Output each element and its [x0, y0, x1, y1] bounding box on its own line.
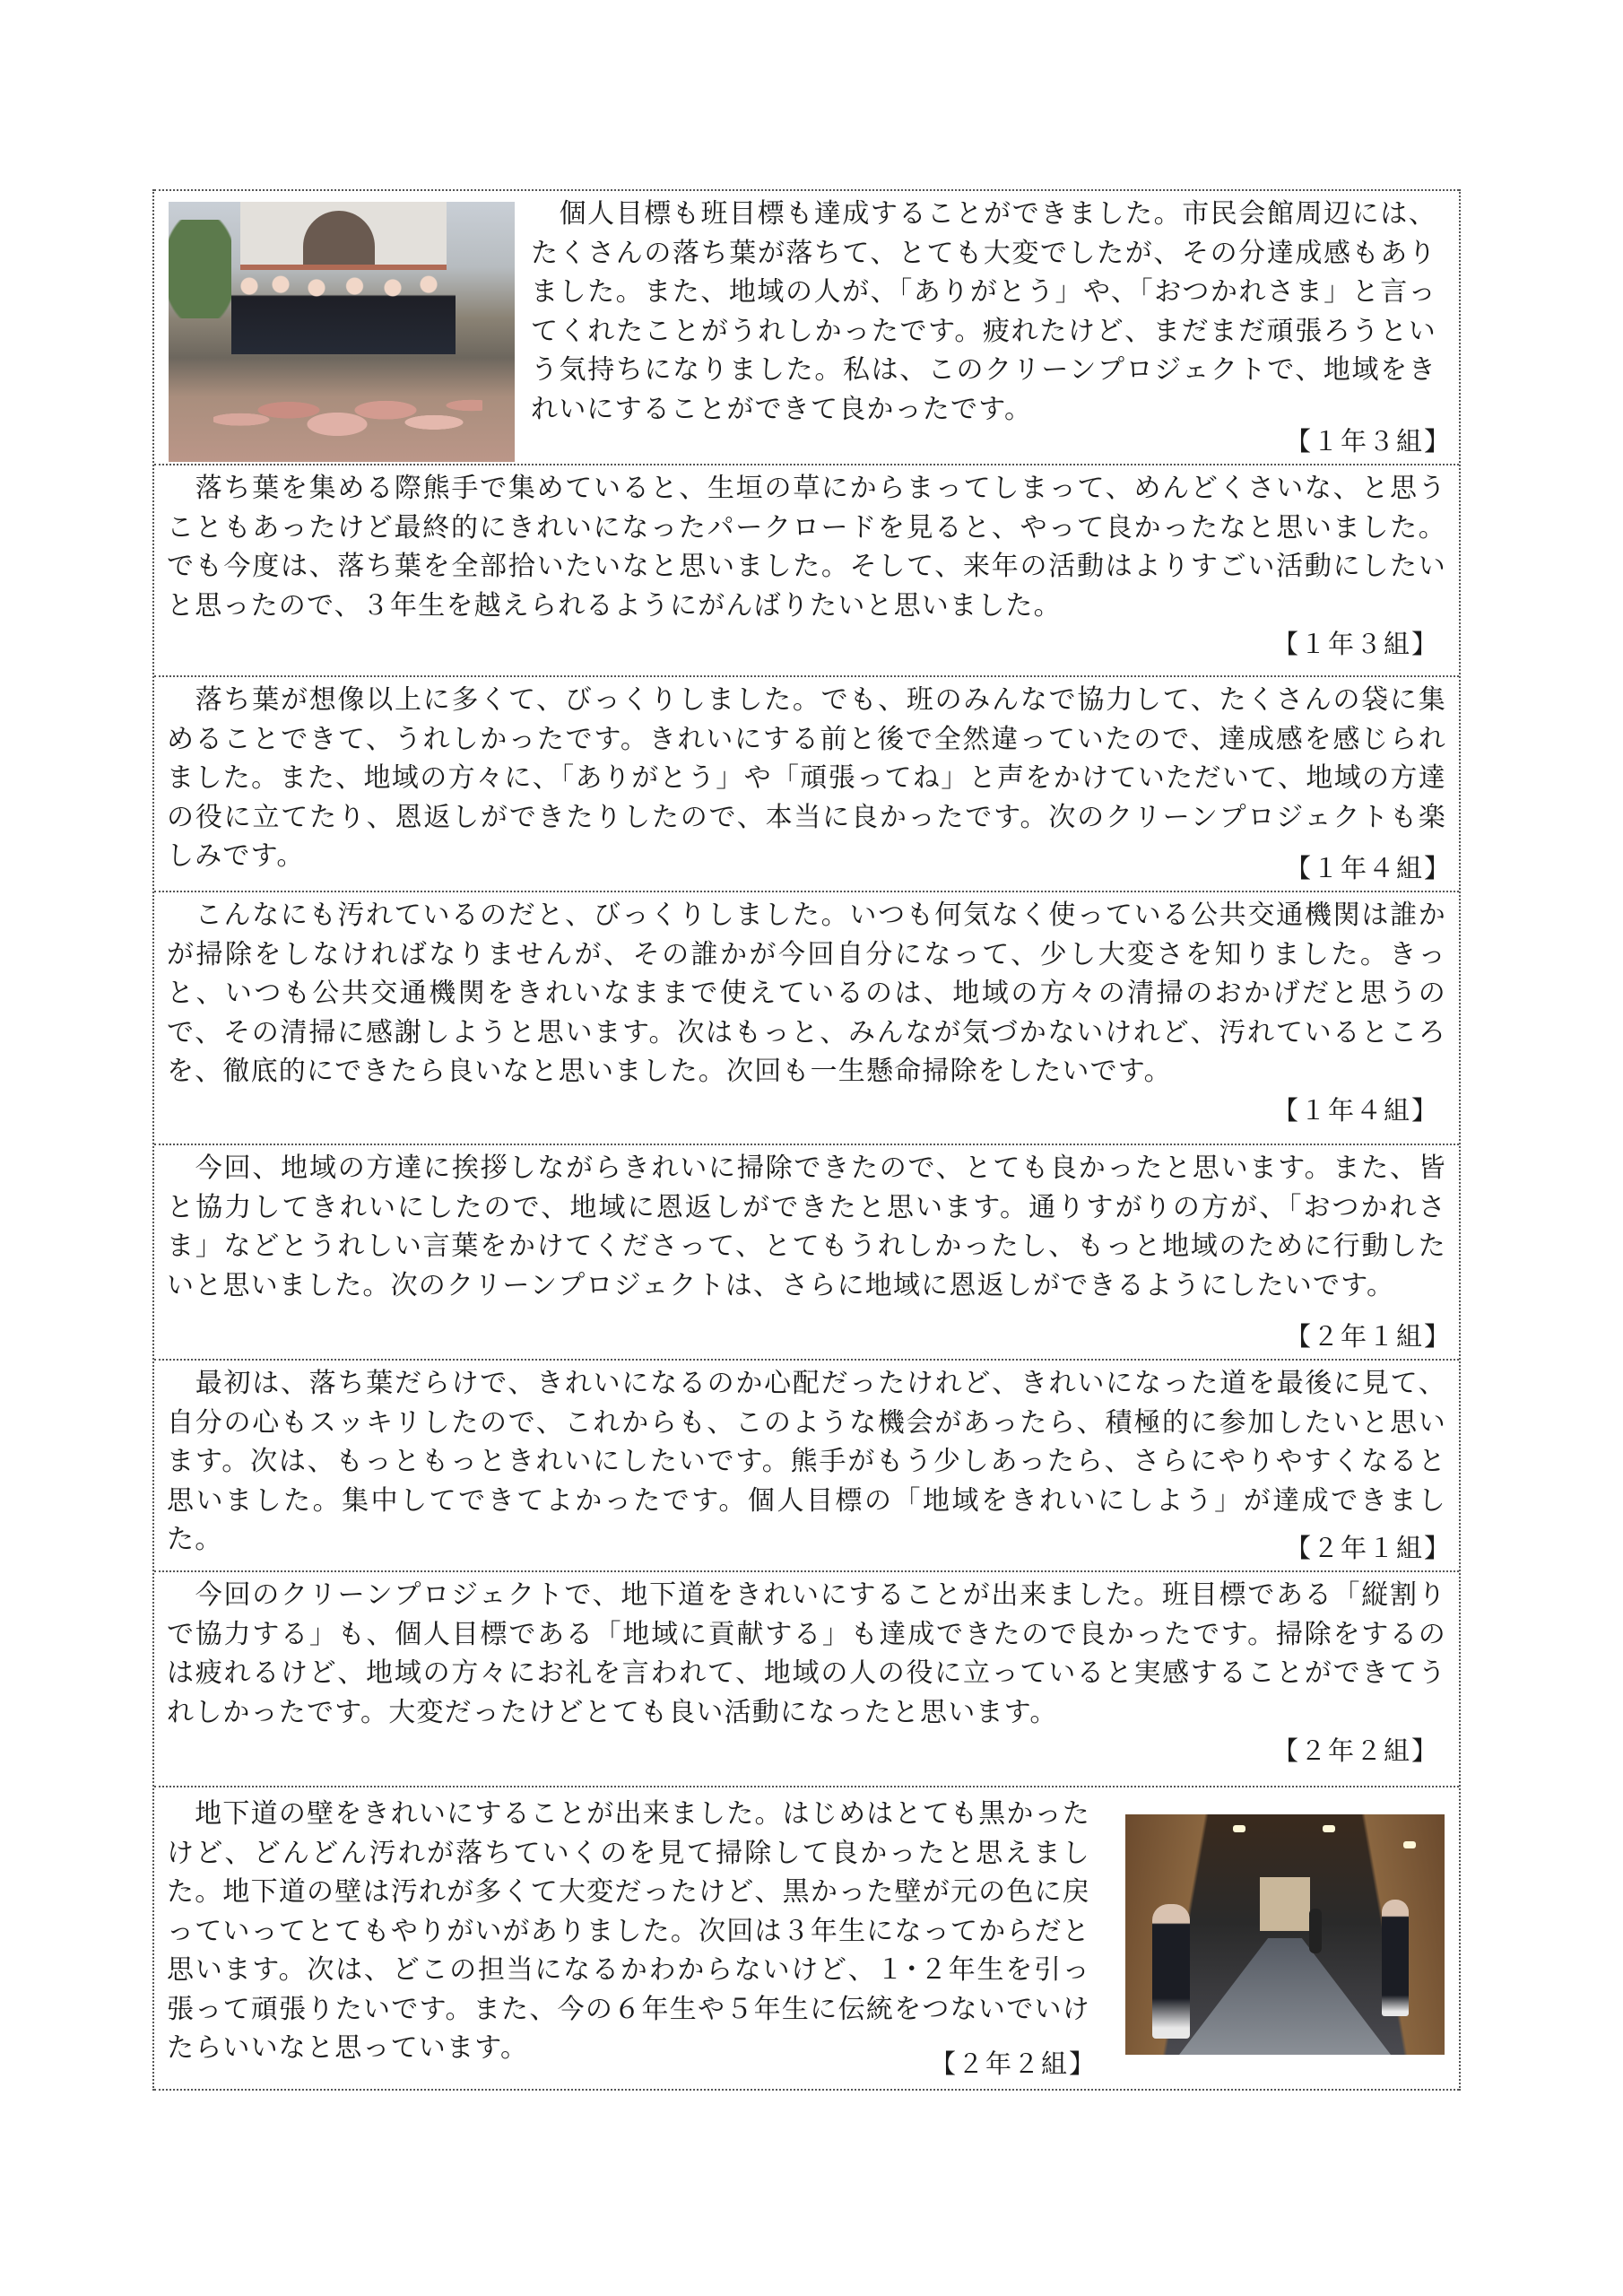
- photo-underpass-cleaning: [1125, 1814, 1445, 2055]
- comment-entry-3: [154, 675, 1459, 891]
- comment-text: 個人目標も班目標も達成することができました。市民会館周辺には、たくさんの落ち葉が落ちて、とても大変でしたが、その分達成感もありました。また、地域の人が、「ありがとう」や、「おつかれさま」と言ってくれたことがうれしかったです。疲れたけど、まだまだ頑張ろうという気持ちになりました。私は、このクリーンプロジェクトで、地域をきれいにすることができて良かったです。: [531, 198, 1436, 425]
- student-figure: [1382, 1900, 1409, 2016]
- comment-entry-5: [154, 1144, 1459, 1359]
- comment-entry-8: [154, 1786, 1459, 2091]
- class-tag: 【２年１組】: [1284, 1533, 1452, 1563]
- class-tag: 【１年３組】: [1284, 426, 1452, 457]
- student-figure: [1152, 1904, 1190, 2039]
- student-figure-distant: [1309, 1909, 1322, 1953]
- tree-shape: [169, 220, 231, 318]
- comment-text: 落ち葉が想像以上に多くて、びっくりしました。でも、班のみんなで協力して、たくさんの袋に集めることできて、うれしかったです。きれいにする前と後で全然違っていたので、達成感を感じられました。また、地域の方々に、「ありがとう」や「頑張ってね」と声をかけていただいて、地域の方達の役に立てたり、恩返しができたりしたので、本当に良かったです。次のクリーンプロジェクトも楽しみです。: [167, 684, 1446, 872]
- underpass-floor-shape: [1179, 1938, 1391, 2055]
- comment-entry-1: [154, 189, 1459, 464]
- class-tag: 【１年３組】: [1271, 629, 1439, 659]
- comments-sheet: [152, 189, 1461, 2091]
- comment-entry-4: [154, 891, 1459, 1144]
- class-tag: 【１年４組】: [1271, 1094, 1439, 1126]
- photo-leaf-bags-group: [169, 202, 515, 462]
- comment-text: こんなにも汚れているのだと、びっくりしました。いつも何気なく使っている公共交通機関は誰かが掃除をしなければなりませんが、その誰かが今回自分になって、少し大変さを知りました。きっと、いつも公共交通機関をきれいなままで使えているのは、地域の方々の清掃のおかげだと思うので、その清掃に感謝しようと思います。次はもっと、みんなが気づかないけれど、汚れているところを、徹底的にできたら良いなと思いました。次回も一生懸命掃除をしたいです。: [167, 900, 1446, 1087]
- comment-text: 地下道の壁をきれいにすることが出来ました。はじめはとても黒かったけど、どんどん汚れが落ちていくのを見て掃除して良かったと思えました。地下道の壁は汚れが多くて大変だったけど、黒かった壁が元の色に戻っていってとてもやりがいがありました。次回は３年生になってからだと思います。次は、どこの担当になるかわからないけど、１･２年生を引っ張って頑張りたいです。また、今の６年生や５年生に伝統をつないでいけたらいいなと思っています。: [167, 1798, 1090, 2064]
- comment-text: 今回、地域の方達に挨拶しながらきれいに掃除できたので、とても良かったと思います。また、皆と協力してきれいにしたので、地域に恩返しができたと思います。通りすがりの方が、「おつかれさま」などとうれしい言葉をかけてくださって、とてもうれしかったし、もっと地域のために行動したいと思いました。次のクリーンプロジェクトは、さらに地域に恩返しができるようにしたいです。: [167, 1152, 1446, 1301]
- tunnel-exit-shape: [1260, 1877, 1310, 1931]
- leaf-bags-shape: [213, 368, 482, 462]
- comment-entry-6: [154, 1359, 1459, 1570]
- students-group-shape: [231, 269, 456, 354]
- comment-entry-7: [154, 1570, 1459, 1786]
- class-tag: 【１年４組】: [1284, 853, 1452, 883]
- comment-text: 落ち葉を集める際熊手で集めていると、生垣の草にからまってしまって、めんどくさいな、と思うこともあったけど最終的にきれいになったパークロードを見ると、やって良かったなと思いました。でも今度は、落ち葉を全部拾いたいなと思いました。そして、来年の活動はよりすごい活動にしたいと思ったので、３年生を越えられるようにがんばりたいと思いました。: [167, 473, 1446, 622]
- comment-text: 今回のクリーンプロジェクトで、地下道をきれいにすることが出来ました。班目標である「縦割りで協力する」も、個人目標である「地域に貢献する」も達成できたので良かったです。掃除をするのは疲れるけど、地域の方々にお礼を言われて、地域の人の役に立っていると実感することができてうれしかったです。大変だったけどとても良い活動になったと思います。: [167, 1579, 1446, 1728]
- comment-entry-2: [154, 464, 1459, 675]
- comment-text: 最初は、落ち葉だらけで、きれいになるのか心配だったけれど、きれいになった道を最後に見て、自分の心もスッキリしたので、これからも、このような機会があったら、積極的に参加したいと思います。次は、もっともっときれいにしたいです。熊手がもう少しあったら、さらにやりやすくなると思いました。集中してできてよかったです。個人目標の「地域をきれいにしよう」が達成できました。: [167, 1368, 1446, 1555]
- class-tag: 【２年２組】: [929, 2048, 1097, 2079]
- ceiling-light-shape: [1233, 1825, 1245, 1832]
- class-tag: 【２年２組】: [1271, 1735, 1439, 1766]
- ceiling-light-shape: [1403, 1841, 1416, 1848]
- ceiling-light-shape: [1323, 1825, 1335, 1832]
- class-tag: 【２年１組】: [1284, 1321, 1452, 1352]
